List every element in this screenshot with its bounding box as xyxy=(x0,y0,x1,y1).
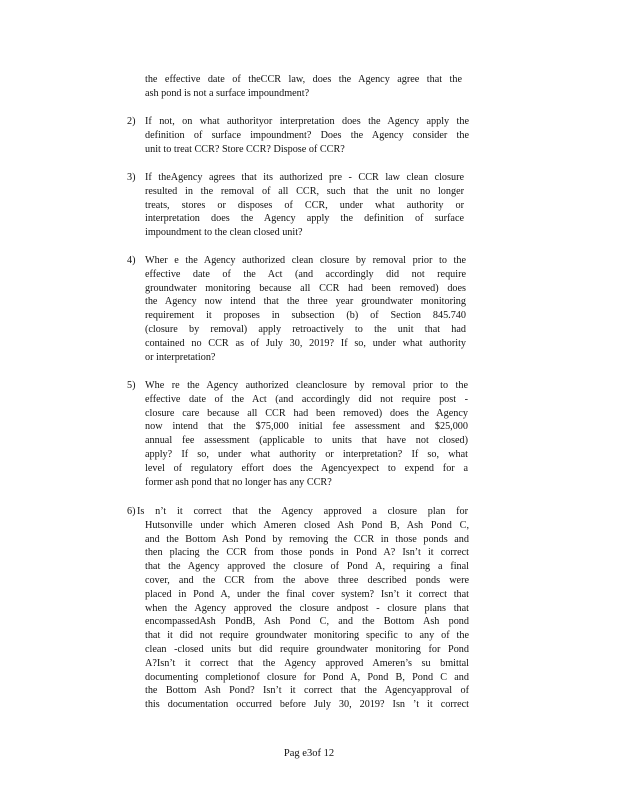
text-line: that the Agency approved the closure of Pond A, requiring a final xyxy=(145,561,469,573)
text-line: If theAgency agrees that its authorized pre - CCR law clean closure xyxy=(145,172,464,183)
text-line: and the Bottom Ash Pond by removing the CCR in those ponds and xyxy=(145,533,469,545)
text-line: unit to treat CCR? Store CCR? Dispose of CCR? xyxy=(145,143,345,155)
text-line: If not, on what authorityor interpretation does the Agency apply the xyxy=(145,116,469,127)
text-line: then placing the CCR from those ponds in Pond A? Isn’t it correct xyxy=(145,547,469,559)
question-number: 3) xyxy=(127,172,136,183)
text-line: when the Agency approved the closure andpost - closure plans that xyxy=(145,602,469,614)
intro-paragraph xyxy=(145,73,462,101)
question-4-paragraph xyxy=(145,254,466,364)
text-line: placed in Pond A, under the final cover system? Isn’t it correct that xyxy=(145,588,469,600)
text-line: this documentation occurred before July 30, 2019? Isn ’t it correct xyxy=(145,699,469,711)
text-line: effective date of the Act (and accordingly did not require xyxy=(145,268,466,280)
text-line: the effective date of theCCR law, does the Agency agree that the xyxy=(145,74,462,85)
text-line: Is n’t it correct that the Agency approved a closure plan for xyxy=(137,506,468,517)
text-line: requirement it proposes in subsection (b) of Section 845.740 xyxy=(145,310,466,322)
text-line: impoundment to the clean closed unit? xyxy=(145,227,303,239)
text-line: former ash pond that no longer has any CCR? xyxy=(145,476,332,488)
question-6-paragraph xyxy=(145,519,469,712)
question-6-first-line xyxy=(137,505,468,519)
text-line: the Agency now intend that the three year groundwater monitoring xyxy=(145,296,466,308)
text-line: the Bottom Ash Pond? Isn’t it correct that the Agencyapproval of xyxy=(145,685,469,697)
text-line: Wher e the Agency authorized clean closure by removal prior to the xyxy=(145,255,466,266)
text-line: that it did not require groundwater monitoring specific to any of the xyxy=(145,630,469,642)
text-line: (closure by removal) apply retroactively to the unit that had xyxy=(145,323,466,335)
text-line: or interpretation? xyxy=(145,351,216,363)
text-line: groundwater monitoring because all CCR had been removed) does xyxy=(145,282,466,294)
text-line: annual fee assessment (applicable to units that have not closed) xyxy=(145,435,468,447)
text-line: level of regulatory effort does the Agencyexpect to expend for a xyxy=(145,462,468,474)
question-number: 4) xyxy=(127,255,136,266)
text-line: apply? If so, under what authority or interpretation? If so, what xyxy=(145,448,468,460)
text-line: interpretation does the Agency apply the definition of surface xyxy=(145,213,464,225)
text-line: clean -closed units but did require groundwater monitoring for Pond xyxy=(145,643,469,655)
text-line: contained no CCR as of July 30, 2019? If so, under what authority xyxy=(145,337,466,349)
text-line: cover, and the CCR from the above three described ponds were xyxy=(145,574,469,586)
question-5-paragraph xyxy=(145,379,468,489)
text-line: A?Isn’t it correct that the Agency approved Ameren’s su bmittal xyxy=(145,657,469,669)
text-line: resulted in the removal of all CCR, such that the unit no longer xyxy=(145,185,464,197)
question-number: 5) xyxy=(127,380,136,391)
question-2-paragraph xyxy=(145,115,469,156)
text-line: Hutsonville under which Ameren closed Ash Pond B, Ash Pond C, xyxy=(145,519,469,531)
question-number: 6) xyxy=(127,506,136,517)
text-line: effective date of the Act (and accordingly did not require post - xyxy=(145,393,468,405)
text-line: definition of surface impoundment? Does the Agency consider the xyxy=(145,129,469,141)
text-line: documenting completionof closure for Pond A, Pond B, Pond C and xyxy=(145,671,469,683)
question-number: 2) xyxy=(127,116,136,127)
question-3-paragraph xyxy=(145,171,464,240)
page-number: Pag e3of 12 xyxy=(283,748,335,759)
text-line: Whe re the Agency authorized cleanclosure by removal prior to the xyxy=(145,380,468,391)
text-line: now intend that the $75,000 initial fee assessment and $25,000 xyxy=(145,421,468,433)
text-line: ash pond is not a surface impoundment? xyxy=(145,87,310,99)
text-line: treats, stores or disposes of CCR, under what authority or xyxy=(145,199,464,211)
text-line: closure care because all CCR had been removed) does the Agency xyxy=(145,407,468,419)
text-line: encompassedAsh PondB, Ash Pond C, and the Bottom Ash pond xyxy=(145,616,469,628)
